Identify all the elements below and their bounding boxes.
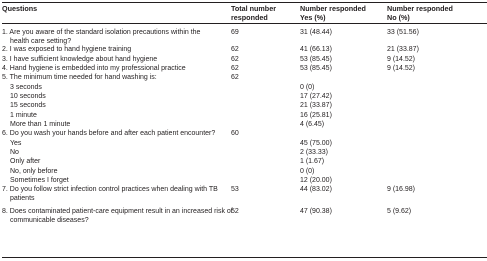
header-yes-line1: Number responded (300, 4, 366, 13)
answer-option-cell (10, 102, 46, 111)
answer-option-cell (10, 168, 57, 177)
yes-responded-cell: 53 (85.45) (300, 65, 332, 72)
answer-option-cell (10, 149, 19, 158)
answer-option-cell (10, 112, 37, 121)
question-text-line: 6. Do you wash your hands before and after each patient encounter? (2, 130, 216, 137)
question-cell (2, 130, 215, 139)
question-cell (2, 186, 218, 203)
yes-responded-cell: 16 (25.81) (300, 112, 332, 119)
question-text-line: 5. The minimum time needed for hand washing is: (2, 74, 157, 81)
yes-responded-cell: 21 (33.87) (300, 102, 332, 109)
question-text-line: Yes (10, 140, 22, 147)
question-text-line: No, only before (10, 168, 58, 175)
question-cell (2, 208, 233, 225)
question-cell (2, 65, 186, 74)
question-text-line: 3. I have sufficient knowledge about hand hygiene (2, 56, 158, 63)
header-total-line2: responded (231, 13, 268, 22)
yes-responded-cell: 45 (75.00) (300, 140, 332, 147)
header-yes (300, 4, 366, 22)
question-text-line: 1 minute (10, 112, 37, 119)
no-responded-cell: 5 (9.62) (387, 208, 412, 215)
answer-option-cell (10, 158, 40, 167)
question-text-line: 8. Does contaminated patient-care equipment result in an increased risk of (2, 208, 233, 215)
answer-option-cell (10, 93, 46, 102)
yes-responded-cell: 17 (27.42) (300, 93, 332, 100)
yes-responded-cell: 1 (1.67) (300, 158, 325, 165)
answer-option-cell (10, 84, 42, 93)
question-cell (2, 46, 131, 55)
question-cell (2, 74, 157, 83)
table-top-rule (2, 2, 487, 3)
header-total-line1: Total number (231, 4, 276, 13)
total-responded-cell: 52 (231, 208, 239, 215)
yes-responded-cell: 44 (83.02) (300, 186, 332, 193)
yes-responded-cell: 31 (48.44) (300, 29, 332, 36)
question-text-line: More than 1 minute (10, 121, 71, 128)
header-yes-line2: Yes (%) (300, 13, 326, 22)
no-responded-cell: 21 (33.87) (387, 46, 419, 53)
table-bottom-rule (2, 257, 487, 258)
no-responded-cell: 9 (14.52) (387, 65, 416, 72)
question-text-line: patients (10, 194, 35, 202)
question-text-line: 4. Hand hygiene is embedded into my professional practice (2, 65, 186, 72)
question-text-line: 2. I was exposed to hand hygiene training (2, 46, 132, 53)
total-responded-cell: 62 (231, 65, 239, 72)
total-responded-cell: 53 (231, 186, 239, 193)
question-text-line: 10 seconds (10, 93, 46, 100)
answer-option-cell (10, 140, 21, 149)
question-text-line: health care setting? (10, 37, 72, 45)
header-no (387, 4, 453, 22)
survey-table (2, 0, 487, 261)
header-questions (2, 4, 37, 13)
question-cell (2, 29, 200, 46)
yes-responded-cell: 41 (66.13) (300, 46, 332, 53)
header-no-line2: No (%) (387, 13, 410, 22)
total-responded-cell: 62 (231, 74, 239, 81)
yes-responded-cell: 12 (20.00) (300, 177, 332, 184)
question-text-line: No (10, 149, 19, 156)
question-text-line: 15 seconds (10, 102, 46, 109)
total-responded-cell: 60 (231, 130, 239, 137)
yes-responded-cell: 53 (85.45) (300, 56, 332, 63)
no-responded-cell: 33 (51.56) (387, 29, 419, 36)
question-text-line: communicable diseases? (10, 216, 89, 224)
header-total (231, 4, 276, 22)
question-text-line: 7. Do you follow strict infection control practices when dealing with TB (2, 186, 218, 193)
total-responded-cell: 62 (231, 46, 239, 53)
header-questions-text: Questions (2, 4, 38, 13)
yes-responded-cell: 4 (6.45) (300, 121, 325, 128)
total-responded-cell: 69 (231, 29, 239, 36)
answer-option-cell (10, 121, 70, 130)
question-text-line: 3 seconds (10, 84, 42, 91)
question-text-line: Only after (10, 158, 41, 165)
question-text-line: 1. Are you aware of the standard isolation precautions within the (2, 29, 201, 36)
no-responded-cell: 9 (14.52) (387, 56, 416, 63)
yes-responded-cell: 0 (0) (300, 168, 315, 175)
no-responded-cell: 9 (16.98) (387, 186, 416, 193)
question-cell (2, 56, 157, 65)
yes-responded-cell: 47 (90.38) (300, 208, 332, 215)
answer-option-cell (10, 177, 69, 186)
question-text-line: Sometimes I forget (10, 177, 69, 184)
header-rule (2, 23, 487, 24)
total-responded-cell: 62 (231, 56, 239, 63)
yes-responded-cell: 0 (0) (300, 84, 315, 91)
yes-responded-cell: 2 (33.33) (300, 149, 329, 156)
header-no-line1: Number responded (387, 4, 453, 13)
